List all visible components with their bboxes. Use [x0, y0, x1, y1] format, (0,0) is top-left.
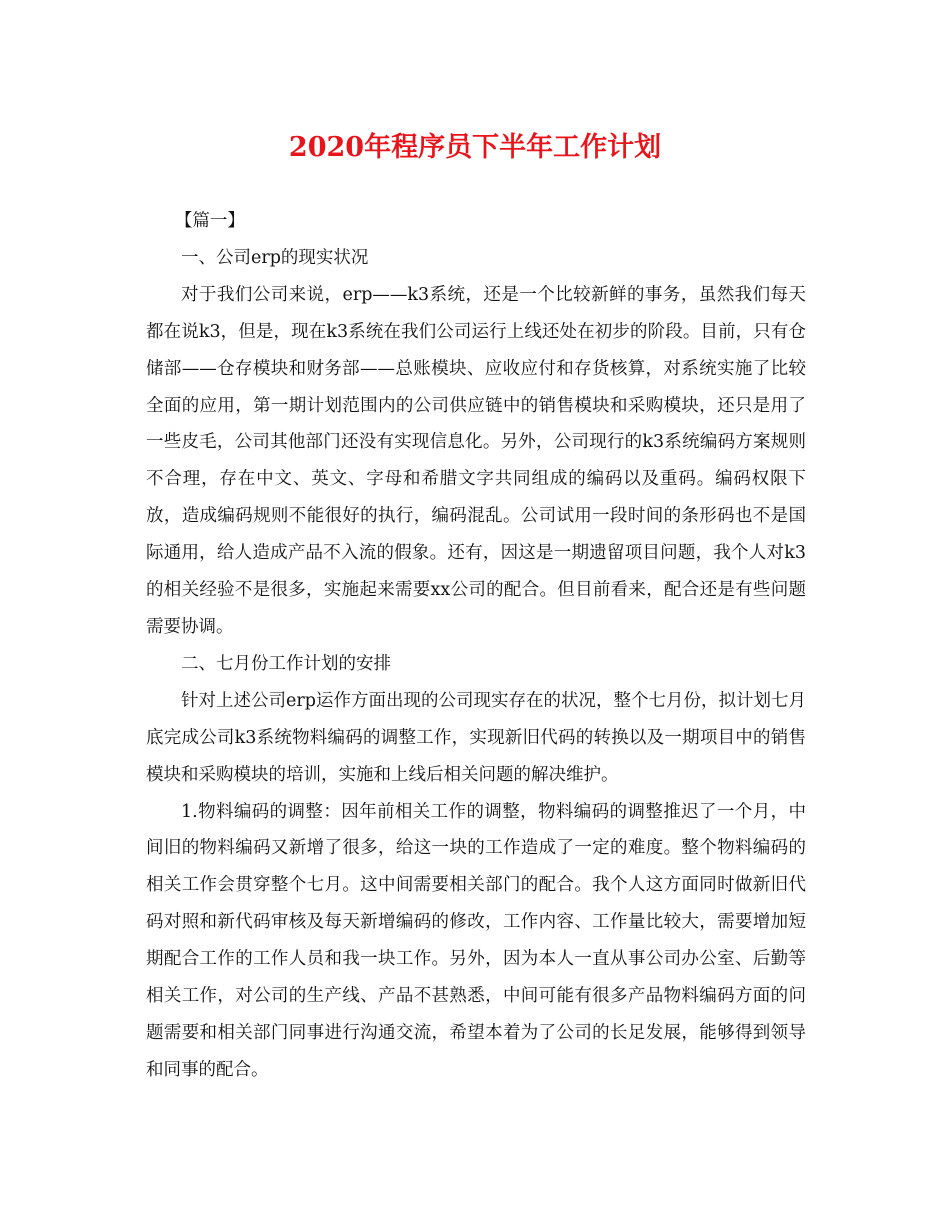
document-title: 2020年程序员下半年工作计划 [288, 132, 662, 163]
section-heading-erp-status: 一、公司erp的现实状况 [181, 247, 369, 268]
paragraph-erp-status: 对于我们公司来说，erp——k3系统，还是一个比较新鲜的事务，虽然我们每天都在说k3，但是，现在k3系统在我们公司运行上线还处在初步的阶段。目前，只有仓储部——仓存模块和财务部——总账模块、应收应付和存货核算，对系统实施了比较全面的应用，第一期计划范围内的公司供应链中的销售模块和采购模块，还只是用了一些皮毛，公司其他部门还没有实现信息化。另外，公司现行的k3系统编码方案规则不合理，存在中文、英文、字母和希腊文字共同组成的编码以及重码。编码权限下放，造成编码规则不能很好的执行，编码混乱。公司试用一段时间的条形码也不是国际通用，给人造成产品不入流的假象。还有，因这是一期遗留项目问题，我个人对k3的相关经验不是很多，实施起来需要xx公司的配合。但目前看来，配合还是有些问题需要协调。 [146, 284, 806, 637]
section-heading-part-one: 【篇一】 [174, 211, 245, 231]
document-body [146, 203, 806, 1089]
paragraph-july-plan: 针对上述公司erp运作方面出现的公司现实存在的状况，整个七月份，拟计划七月底完成公司k3系统物料编码的调整工作，实现新旧代码的转换以及一期项目中的销售模块和采购模块的培训，实施和上线后相关问题的解决维护。 [146, 690, 806, 785]
section-heading-july-plan: 二、七月份工作计划的安排 [181, 653, 391, 674]
paragraph-material-coding: 1.物料编码的调整：因年前相关工作的调整，物料编码的调整推迟了一个月，中间旧的物料编码又新增了很多，给这一块的工作造成了一定的难度。整个物料编码的相关工作会贯穿整个七月。这中间需要相关部门的配合。我个人这方面同时做新旧代码对照和新代码审核及每天新增编码的修改，工作内容、工作量比较大，需要增加短期配合工作的工作人员和我一块工作。另外，因为本人一直从事公司办公室、后勤等相关工作，对公司的生产线、产品不甚熟悉，中间可能有很多产品物料编码方面的问题需要和相关部门同事进行沟通交流，希望本着为了公司的长足发展，能够得到领导和同事的配合。 [146, 801, 806, 1080]
